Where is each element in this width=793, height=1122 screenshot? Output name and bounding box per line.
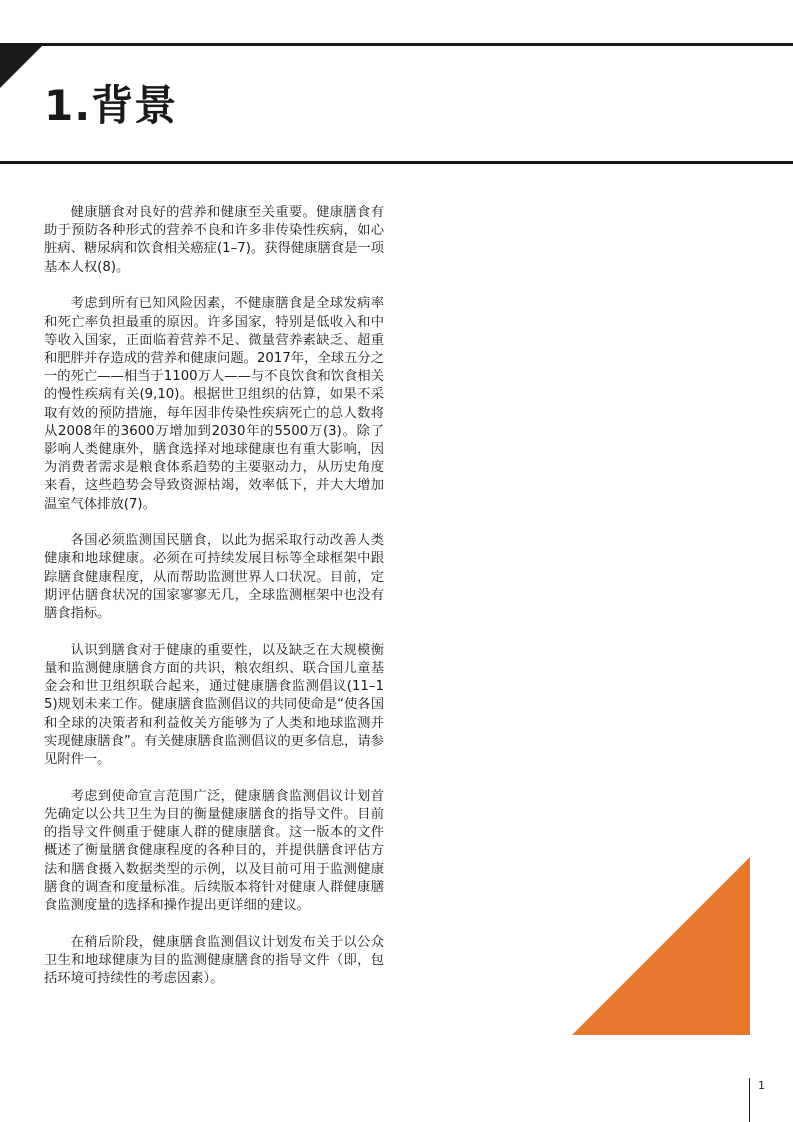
paragraph-4: 认识到膳食对于健康的重要性，以及缺乏在大规模衡量和监测健康膳食方面的共识，粮农组织、联合国儿童基金会和世卫组织联合起来，通过健康膳食监测倡议(11–15)规划未来工作。健康膳食监测倡议的共同使命是“使各国和全球的决策者和利益攸关方能够为了人类和地球监测并实现健康膳食”。有关健康膳食监测倡议的更多信息，请参见附件一。 [44,642,384,767]
section-title: 1.背景 [44,81,178,130]
body-text [44,204,384,1007]
header-top-rule [0,43,793,46]
page-number: 1 [758,1079,765,1092]
corner-triangle-decoration [0,44,44,88]
paragraph-2: 考虑到所有已知风险因素，不健康膳食是全球发病率和死亡率负担最重的原因。许多国家，特别是低收入和中等收入国家，正面临着营养不足、微量营养素缺乏、超重和肥胖并存造成的营养和健康问题。2017年，全球五分之一的死亡——相当于1100万人——与不良饮食和饮食相关的慢性疾病有关(9,10)。根据世卫组织的估算，如果不采取有效的预防措施，每年因非传染性疾病死亡的总人数将从2008年的3600万增加到2030年的5500万(3)。除了影响人类健康外，膳食选择对地球健康也有重大影响，因为消费者需求是粮食体系趋势的主要驱动力，从历史角度来看，这些趋势会导致资源枯竭，效率低下，并大大增加温室气体排放(7)。 [44,296,384,512]
page-number-divider [749,1078,750,1122]
header-bottom-rule [0,161,793,164]
orange-triangle-decoration [572,857,750,1035]
paragraph-5: 考虑到使命宣言范围广泛，健康膳食监测倡议计划首先确定以公共卫生为目的衡量健康膳食的指导文件。目前的指导文件侧重于健康人群的健康膳食。这一版本的文件概述了衡量膳食健康程度的各种目的，并提供膳食评估方法和膳食摄入数据类型的示例，以及目前可用于监测健康膳食的调查和度量标准。后续版本将针对健康人群健康膳食监测度量的选择和操作提出更详细的建议。 [44,788,384,913]
paragraph-3: 各国必须监测国民膳食，以此为据采取行动改善人类健康和地球健康。必须在可持续发展目标等全球框架中跟踪膳食健康程度，从而帮助监测世界人口状况。目前，定期评估膳食状况的国家寥寥无几，全球监测框架中也没有膳食指标。 [44,533,384,622]
paragraph-6: 在稍后阶段，健康膳食监测倡议计划发布关于以公众卫生和地球健康为目的监测健康膳食的指导文件（即，包括环境可持续性的考虑因素）。 [44,934,384,987]
paragraph-1: 健康膳食对良好的营养和健康至关重要。健康膳食有助于预防各种形式的营养不良和许多非传染性疾病，如心脏病、糖尿病和饮食相关癌症(1–7)。获得健康膳食是一项基本人权(8)。 [44,205,384,275]
